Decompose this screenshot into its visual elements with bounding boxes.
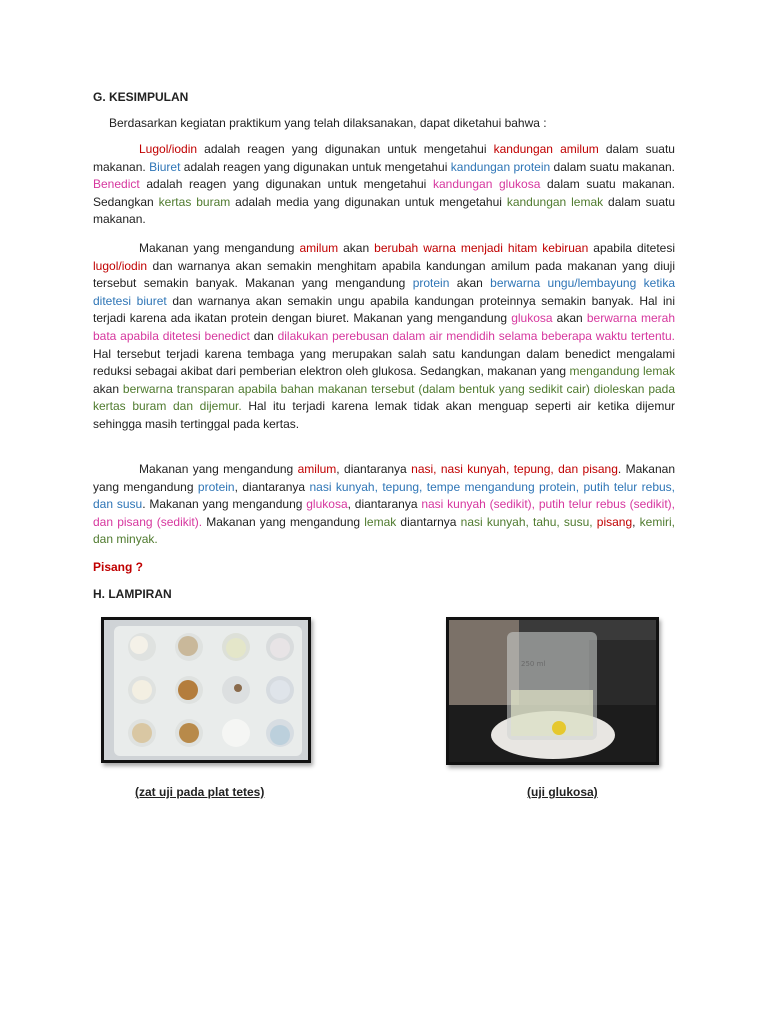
text-run: kemiri, dan minyak. (93, 514, 675, 547)
text-run: glukosa (511, 311, 553, 326)
text-run: adalah reagen yang digunakan untuk mengetahui (180, 159, 451, 174)
text-run: dalam suatu makanan. (93, 194, 676, 227)
text-run: Hal itu terjadi karena lemak tidak akan menguap seperti air ketika dijemur sehingga masih tertinggal pada kertas. (93, 399, 676, 431)
text-run: Lugol/iodin (139, 142, 198, 156)
text-run: dan warnanya akan semakin ungu apabila kandungan proteinnya semakin banyak. Hal ini terjadi karena ada ikatan protein dengan biuret. Makanan yang mengandung (93, 293, 676, 326)
pisang-question: Pisang ? (93, 560, 144, 574)
text-run: nasi, nasi kunyah, tepung, dan pisang (411, 462, 618, 476)
heading-kesimpulan: G. KESIMPULAN (93, 90, 189, 104)
text-run: akan (338, 241, 375, 255)
glucose-test-photo (446, 617, 659, 765)
text-run: . Makanan yang mengandung (142, 497, 307, 512)
text-run: nasi kunyah, tepung, tempe mengandung protein, putih telur rebus, dan susu (93, 479, 676, 512)
text-run: dan (249, 328, 278, 343)
spot-plate-image (104, 620, 308, 760)
text-run: dalam suatu makanan. (93, 142, 675, 174)
text-run: , diantaranya (234, 479, 310, 494)
text-run: Benedict (93, 177, 140, 192)
text-run: nasi kunyah (sedikit), putih telur rebus (sedikit), dan pisang (sedikit). (93, 497, 675, 529)
text-run: Makanan yang mengandung (139, 462, 298, 476)
text-run: dalam suatu makanan. (550, 159, 675, 174)
text-run: adalah media yang digunakan untuk mengetahui (230, 194, 507, 209)
text-run: dan warnanya akan semakin menghitam apabila kandungan amilum pada makanan yang diuji tersebut semakin banyak. Makanan yang mengandung (93, 258, 675, 291)
text-run: lemak (364, 514, 397, 529)
paragraph-reagents (93, 141, 675, 229)
text-run: protein (412, 276, 450, 291)
text-run: berwarna merah bata apabila ditetesi benedict (93, 311, 676, 343)
text-run: berubah warna menjadi hitam kebiruan (374, 241, 589, 255)
text-run: protein (197, 479, 235, 494)
text-run: kandungan amilum (493, 142, 599, 156)
spot-plate-photo (101, 617, 311, 763)
text-run: akan (552, 311, 587, 326)
text-run: kandungan protein (450, 159, 551, 174)
text-run: , diantaranya (336, 462, 412, 476)
paragraph-observations (93, 240, 675, 434)
text-run: adalah reagen yang digunakan untuk mengetahui (197, 142, 494, 156)
intro-sentence: Berdasarkan kegiatan praktikum yang telah dilaksanakan, dapat diketahui bahwa : (109, 116, 547, 130)
text-run: amilum (297, 462, 337, 476)
text-run: apabila ditetesi (588, 241, 676, 255)
text-run: lugol/iodin (93, 258, 148, 273)
text-run: . Makanan yang mengandung (93, 462, 675, 494)
text-run: , (632, 514, 640, 529)
text-run: akan (93, 381, 123, 396)
caption-glucose-test: (uji glukosa) (527, 785, 598, 799)
text-run: berwarna ungu/lembayung ketika ditetesi biuret (93, 276, 675, 308)
text-run: mengandung lemak (569, 364, 675, 379)
text-run: dilakukan perebusan dalam air mendidih selama beberapa waktu tertentu. (277, 328, 675, 343)
text-run: nasi kunyah, tahu, susu, (460, 514, 597, 529)
text-run: dalam suatu makanan. Sedangkan (93, 177, 675, 209)
text-run: Makanan yang mengandung (139, 241, 300, 255)
text-run: kandungan lemak (506, 194, 604, 209)
beaker-label: 250 ml (521, 660, 546, 668)
text-run: diantarnya (396, 514, 461, 529)
beaker-image (449, 620, 656, 762)
text-run: adalah reagen yang digunakan untuk mengetahui (139, 177, 433, 192)
text-run: , diantaranya (347, 497, 422, 512)
text-run: amilum (299, 241, 339, 255)
text-run: kandungan glukosa (432, 177, 541, 192)
text-run: pisang (596, 514, 633, 529)
text-run: Makanan yang mengandung (202, 514, 365, 529)
text-run: kertas buram (158, 194, 231, 209)
text-run: Biuret (149, 159, 181, 174)
paragraph-food-contents (93, 461, 675, 549)
text-run: Hal tersebut terjadi karena tembaga yang merupakan salah satu kandungan dalam benedict mengalami reduksi sebagai akibat dari pemberian elektron oleh glukosa. Sedangkan, makanan yang (93, 346, 675, 379)
text-run: berwarna transparan apabila bahan makanan tersebut (dalam bentuk yang sedikit cair) dioleskan pada kertas buram dan dijemur. (93, 381, 676, 414)
text-run: akan (449, 276, 491, 291)
heading-lampiran: H. LAMPIRAN (93, 587, 172, 601)
text-run: glukosa (306, 497, 348, 512)
caption-spot-plate: (zat uji pada plat tetes) (135, 785, 265, 799)
